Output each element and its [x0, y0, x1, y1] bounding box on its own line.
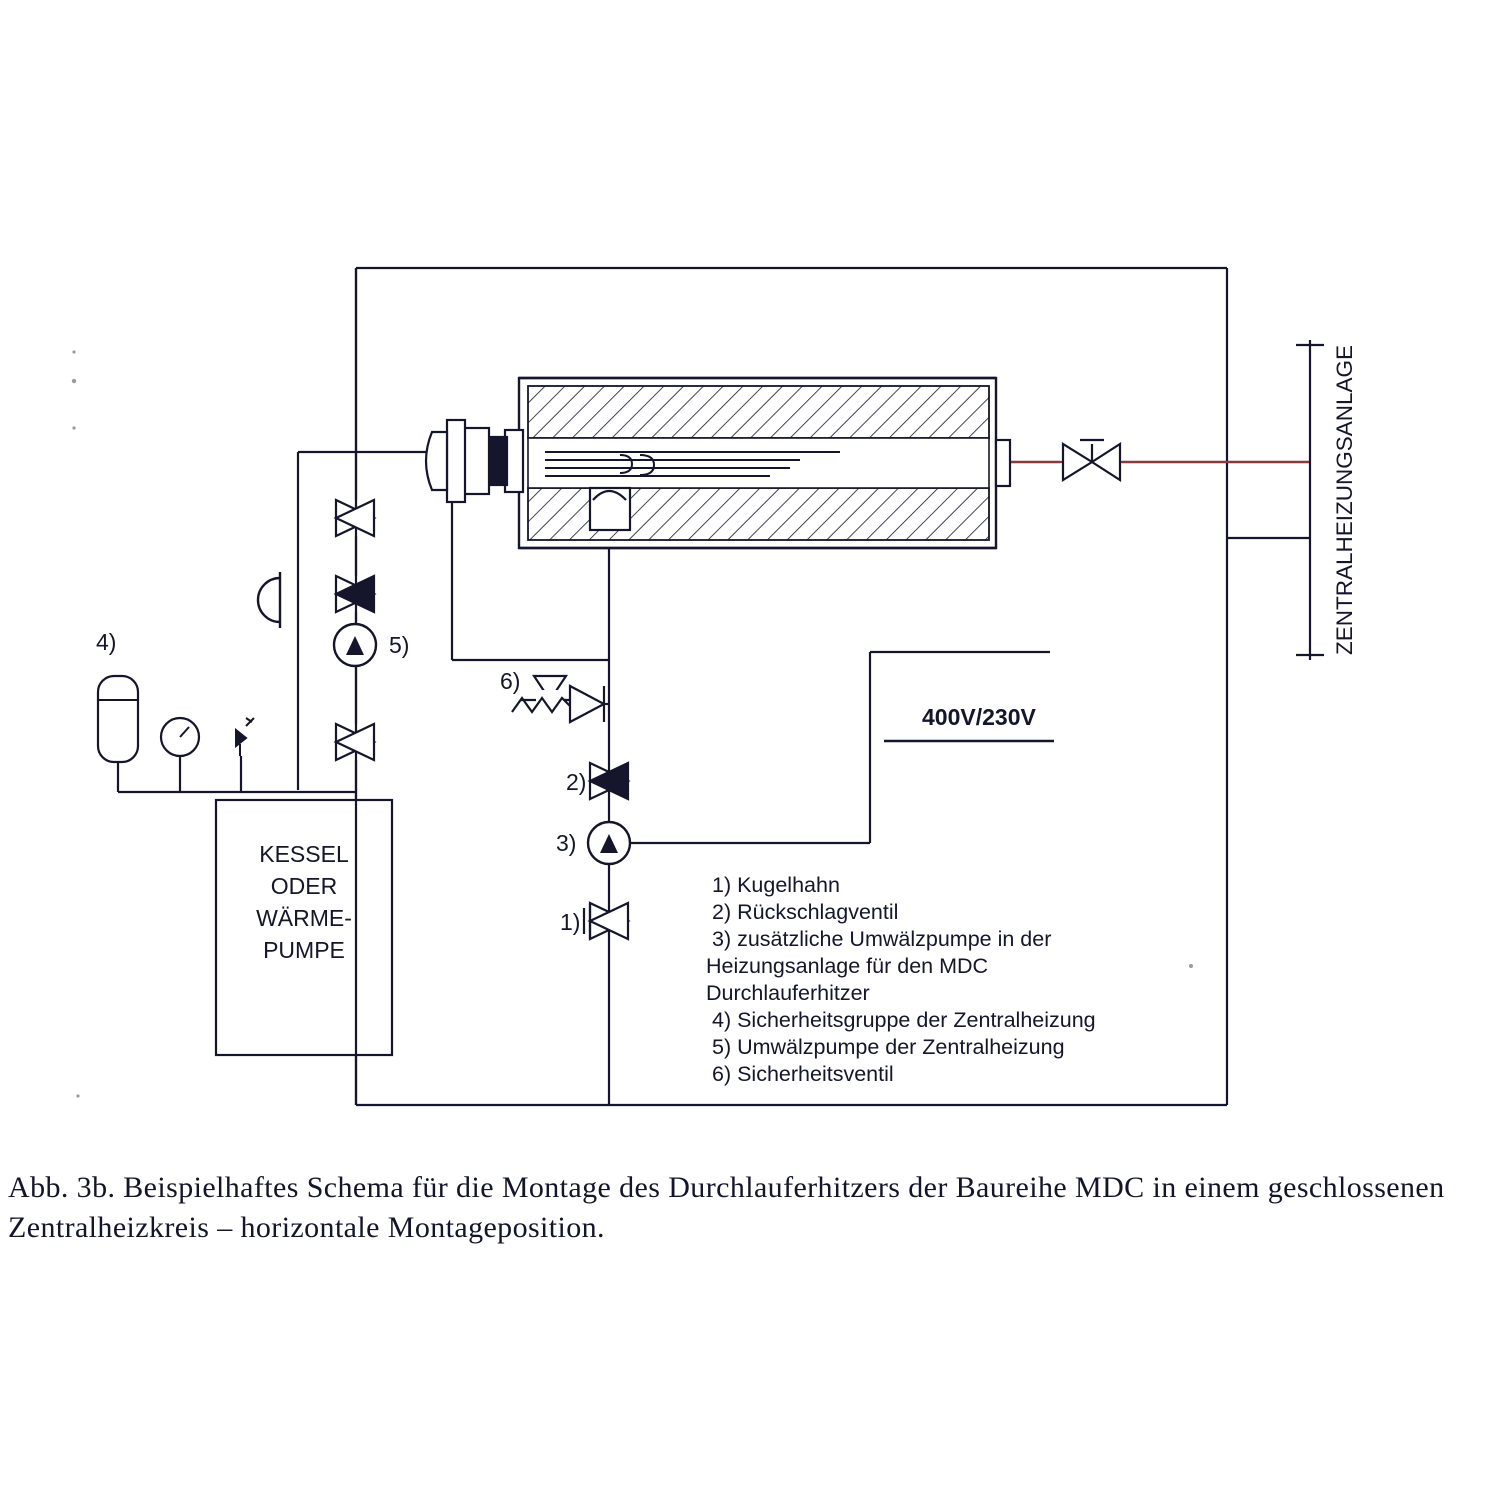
pump-3-additional — [588, 822, 630, 864]
mdc-flow-heater — [426, 378, 1010, 548]
legend-item-0: 1) Kugelhahn — [712, 873, 840, 897]
legend-item-3: Heizungsanlage für den MDC — [706, 954, 989, 978]
pump-5-circulation — [334, 624, 376, 666]
callout-5: 5) — [389, 632, 410, 658]
legend — [706, 873, 1096, 1086]
legend-item-1: 2) Rückschlagventil — [712, 900, 899, 924]
callout-6: 6) — [500, 668, 521, 694]
callout-1: 1) — [560, 909, 581, 935]
callout-3: 3) — [556, 830, 577, 856]
legend-item-2: 3) zusätzliche Umwälzpumpe in der — [712, 927, 1052, 951]
safety-group-4 — [98, 676, 356, 792]
power-label: 400V/230V — [922, 704, 1036, 730]
ball-valve-outlet — [1063, 440, 1120, 480]
boiler-label-line-1: ODER — [270, 873, 338, 899]
central-heating-boundary — [1296, 340, 1324, 660]
figure-caption: Abb. 3b. Beispielhaftes Schema für die Montage des Durchlauferhitzers der Baureihe MDC in einem geschlossenen Zentralheizkreis – horizontale Montageposition. — [8, 1171, 1445, 1244]
central-heating-label: ZENTRALHEIZUNGSANLAGE — [1332, 344, 1357, 656]
legend-item-5: 4) Sicherheitsgruppe der Zentralheizung — [712, 1008, 1096, 1032]
boiler-label-line-3: PUMPE — [263, 937, 345, 963]
expansion-fitting — [258, 572, 280, 628]
boiler-label-line-2: WÄRME- — [256, 905, 352, 931]
callout-2: 2) — [566, 769, 587, 795]
callout-4: 4) — [96, 629, 117, 655]
ball-valve-1 — [584, 903, 628, 939]
legend-item-4: Durchlauferhitzer — [706, 981, 870, 1005]
legend-item-7: 6) Sicherheitsventil — [712, 1062, 894, 1086]
boiler-label-line-0: KESSEL — [259, 841, 349, 867]
legend-item-6: 5) Umwälzpumpe der Zentralheizung — [712, 1035, 1065, 1059]
